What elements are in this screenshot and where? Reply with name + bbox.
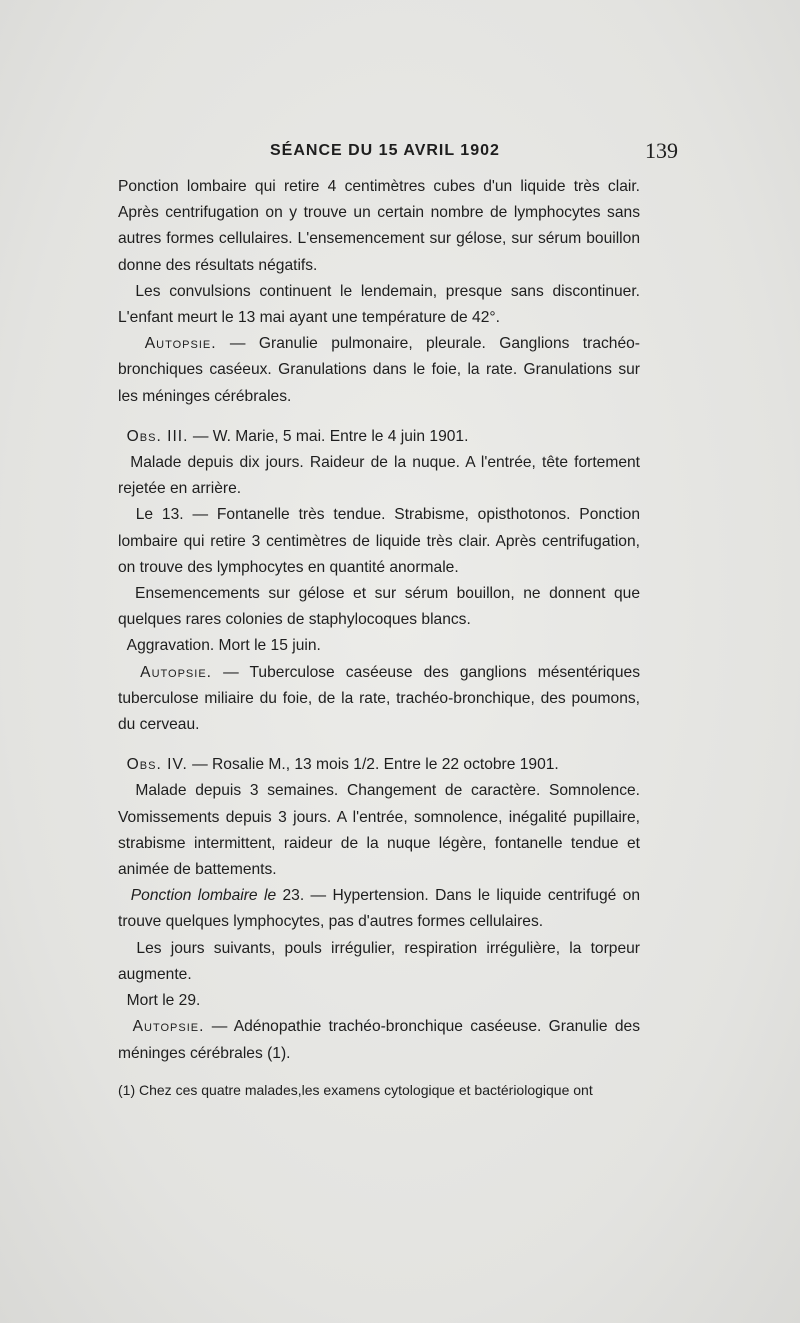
paragraph: Les convulsions continuent le lendemain, presque sans discontinuer. L'enfant meurt le 13 mai ayant une température de 42°.: [118, 282, 640, 327]
body-text: [118, 174, 640, 1067]
autopsie-label: Autopsie.: [140, 663, 212, 681]
obs-label: Obs. IV.: [126, 756, 188, 774]
autopsie-label: Autopsie.: [132, 1018, 205, 1036]
paragraph: Autopsie. — Tuberculose caséeuse des ganglions mésentériques tuberculose miliaire du foie, de la rate, trachéo-bronchique, des poumons, du cerveau.: [118, 663, 640, 734]
paragraph: Aggravation. Mort le 15 juin.: [126, 637, 321, 655]
paragraph: Malade depuis dix jours. Raideur de la nuque. A l'entrée, tête fortement rejetée en arrière.: [118, 454, 640, 498]
running-title: SÉANCE DU 15 AVRIL 1902: [270, 142, 500, 159]
observation-heading: Obs. IV. — Rosalie M., 13 mois 1/2. Entre le 22 octobre 1901.: [126, 756, 559, 774]
ponction-label: Ponction lombaire le: [130, 887, 277, 905]
paragraph: Les jours suivants, pouls irrégulier, respiration irrégulière, la torpeur augmente.: [118, 939, 640, 983]
page-header: [118, 138, 678, 168]
paragraph: Le 13. — Fontanelle très tendue. Strabisme, opisthotonos. Ponction lombaire qui retire 3 centimètres de liquide très clair. Après centrifugation, on trouve des lymphocytes en quantité anormale.: [118, 506, 640, 576]
autopsie-label: Autopsie.: [144, 335, 217, 353]
obs-label: Obs. III.: [126, 427, 189, 445]
paragraph: Autopsie. — Adénopathie trachéo-bronchique caséeuse. Granulie des méninges cérébrales (1).: [118, 1018, 641, 1062]
paragraph: Malade depuis 3 semaines. Changement de caractère. Somnolence. Vomissements depuis 3 jours. A l'entrée, somnolence, inégalité pupillaire, strabisme intermittent, raideur de la nuque légère, fontanelle tendue et animée de battements.: [118, 782, 640, 879]
page-number: 139: [645, 138, 678, 163]
paragraph: Ponction lombaire le 23. — Hypertension. Dans le liquide centrifugé on trouve quelques lymphocytes, pas d'autres formes cellulaires.: [118, 887, 641, 931]
paragraph: Mort le 29.: [126, 992, 201, 1010]
paragraph: Ensemencements sur gélose et sur sérum bouillon, ne donnent que quelques rares colonies de staphylocoques blancs.: [118, 585, 640, 629]
observation-heading: Obs. III. — W. Marie, 5 mai. Entre le 4 juin 1901.: [126, 427, 469, 445]
footnote: (1) Chez ces quatre malades,les examens cytologique et bactériologique ont: [118, 1082, 593, 1098]
paragraph: Autopsie. — Granulie pulmonaire, pleurale. Ganglions trachéo-bronchiques caséeux. Granulations dans le foie, la rate. Granulations sur les méninges cérébrales.: [118, 335, 640, 405]
paragraph: Ponction lombaire qui retire 4 centimètres cubes d'un liquide très clair. Après centrifugation on y trouve un certain nombre de lymphocytes sans autres formes cellulaires. L'ensemencement sur gélose, sur sérum bouillon donne des résultats négatifs.: [118, 178, 640, 274]
